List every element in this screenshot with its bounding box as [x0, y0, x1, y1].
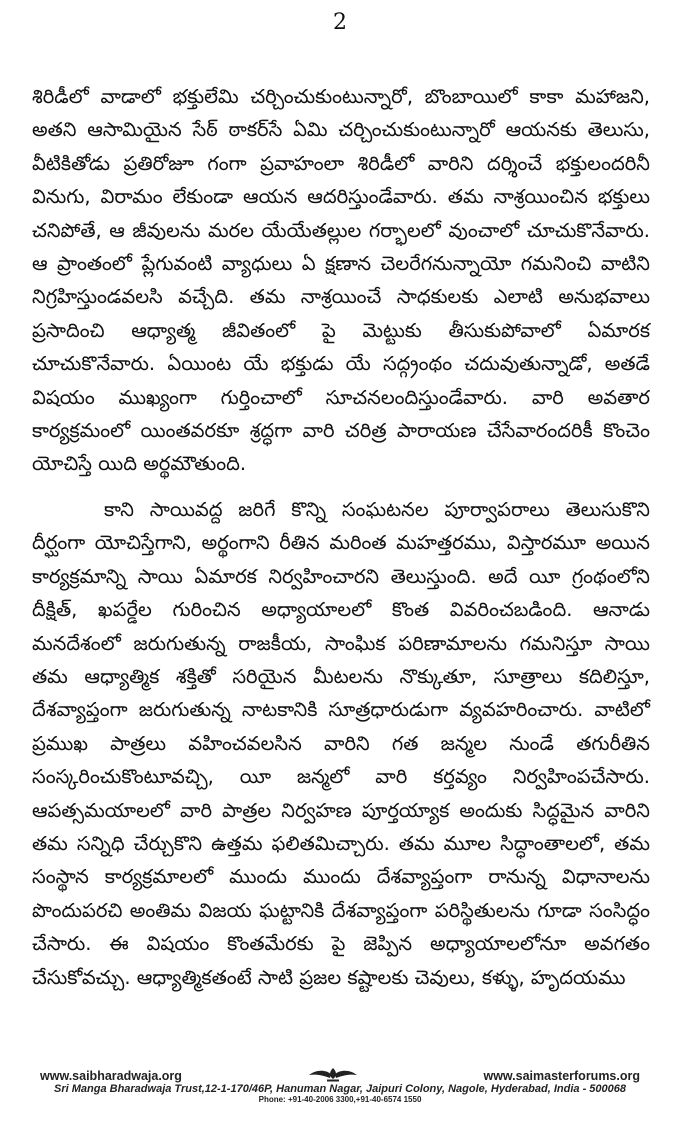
paragraph-2: కాని సాయివద్ద జరిగే కొన్ని సంఘటనల పూర్వాపరాలు తెలుసుకొని దీర్ఘంగా యోచిస్తేగాని, అర్థంగాని రీతిన మరింత మహత్తరము, విస్తారమూ అయిన కార్యక్రమాన్ని సాయి ఏమారక నిర్వహించారని తెలుస్తుంది. అదే యీ గ్రంథంలోని దీక్షిత్, ఖపర్డేల గురించిన అధ్యాయాలలో కొంత వివరించబడింది. ఆనాడు మనదేశంలో జరుగుతున్న రాజకీయ, సాంఘిక పరిణామాలను గమనిస్తూ సాయి తమ ఆధ్యాత్మిక శక్తితో సరియైన మీటలను నొక్కుతూ, సూత్రాలు కదిలిస్తూ, దేశవ్యాప్తంగా జరుగుతున్న నాటకానికి సూత్రధారుడుగా వ్యవహరించారు. వాటిలో ప్రముఖ పాత్రలు వహించవలసిన వారిని గత జన్మల నుండే తగురీతిన సంస్కరించుకొంటూవచ్చి, యీ జన్మలో వారి కర్తవ్యం నిర్వహింపచేసారు. ఆపత్సమయాలలో వారి పాత్రల నిర్వహణ పూర్తయ్యాక అందుకు సిద్ధమైన వారిని తమ సన్నిధి చేర్చుకొని ఉత్తమ ఫలితమిచ్చారు. తమ మూల సిద్ధాంతాలలో, తమ సంస్థాన కార్యక్రమాలలో ముందు ముందు దేశవ్యాప్తంగా రానున్న విధానాలను పొందుపరచి అంతిమ విజయ ఘట్టానికి దేశవ్యాప్తంగా పరిస్థితులను గూడా సంసిద్ధం చేసారు. ఈ విషయం కొంతమేరకు పై జెప్పిన అధ్యాయాలలోనూ అవగతం చేసుకోవచ్చు. ఆధ్యాత్మికతంటే సాటి ప్రజల కష్టాలకు చెవులు, కళ్ళు, హృదయము: [32, 497, 650, 989]
page-footer: [40, 1063, 640, 1104]
footer-links-row: [40, 1063, 640, 1083]
footer-left-link[interactable]: www.saibharadwaja.org: [40, 1069, 182, 1083]
footer-phone: Phone: +91-40-2006 3300,+91-40-6574 1550: [258, 1095, 422, 1104]
body-text: [32, 80, 650, 994]
trust-emblem-icon: [298, 1067, 368, 1083]
page-number: 2: [333, 10, 347, 35]
footer-address: Sri Manga Bharadwaja Trust,12-1-170/46P, Hanuman Nagar, Jaipuri Colony, Nagole, Hyderabad, India - 500068: [54, 1083, 626, 1095]
paragraph-1: శిరిడీలో వాడాలో భక్తులేమి చర్చించుకుంటున్నారో, బొంబాయిలో కాకా మహాజని, అతని ఆసామియైన సేఠ్ ఠాకర్‌సే ఏమి చర్చించుకుంటున్నారో ఆయనకు తెలుసు, వీటికితోడు ప్రతిరోజూ గంగా ప్రవాహంలా శిరిడీలో వారిని దర్శించే భక్తులందరినీ వినుగు, విరామం లేకుండా ఆయన ఆదరిస్తుండేవారు. తమ నాశ్రయించిన భక్తులు చనిపోతే, ఆ జీవులను మరల యేయేతల్లుల గర్భాలలో వుంచాలో చూచుకొనేవారు. ఆ ప్రాంతంలో ప్లేగువంటి వ్యాధులు ఏ క్షణాన చెలరేగనున్నాయో గమనించి వాటిని నిగ్రహిస్తుండవలసి వచ్చేది. తమ నాశ్రయించే సాధకులకు ఎలాటి అనుభవాలు ప్రసాదించి ఆధ్యాత్మ జీవితంలో పై మెట్టుకు తీసుకుపోవాలో ఏమారక చూచుకొనేవారు. ఏయింట యే భక్తుడు యే సద్గ్రంథం చదువుతున్నాడో, అతడే విషయం ముఖ్యంగా గుర్తించాలో సూచనలందిస్తుండేవారు. వారి అవతార కార్యక్రమంలో యింతవరకూ శ్రద్ధగా వారి చరిత్ర పారాయణ చేసేవారందరికీ కొంచెం యోచిస్తే యిది అర్థమౌతుంది.: [32, 85, 650, 476]
footer-right-link[interactable]: www.saimasterforums.org: [483, 1069, 640, 1083]
